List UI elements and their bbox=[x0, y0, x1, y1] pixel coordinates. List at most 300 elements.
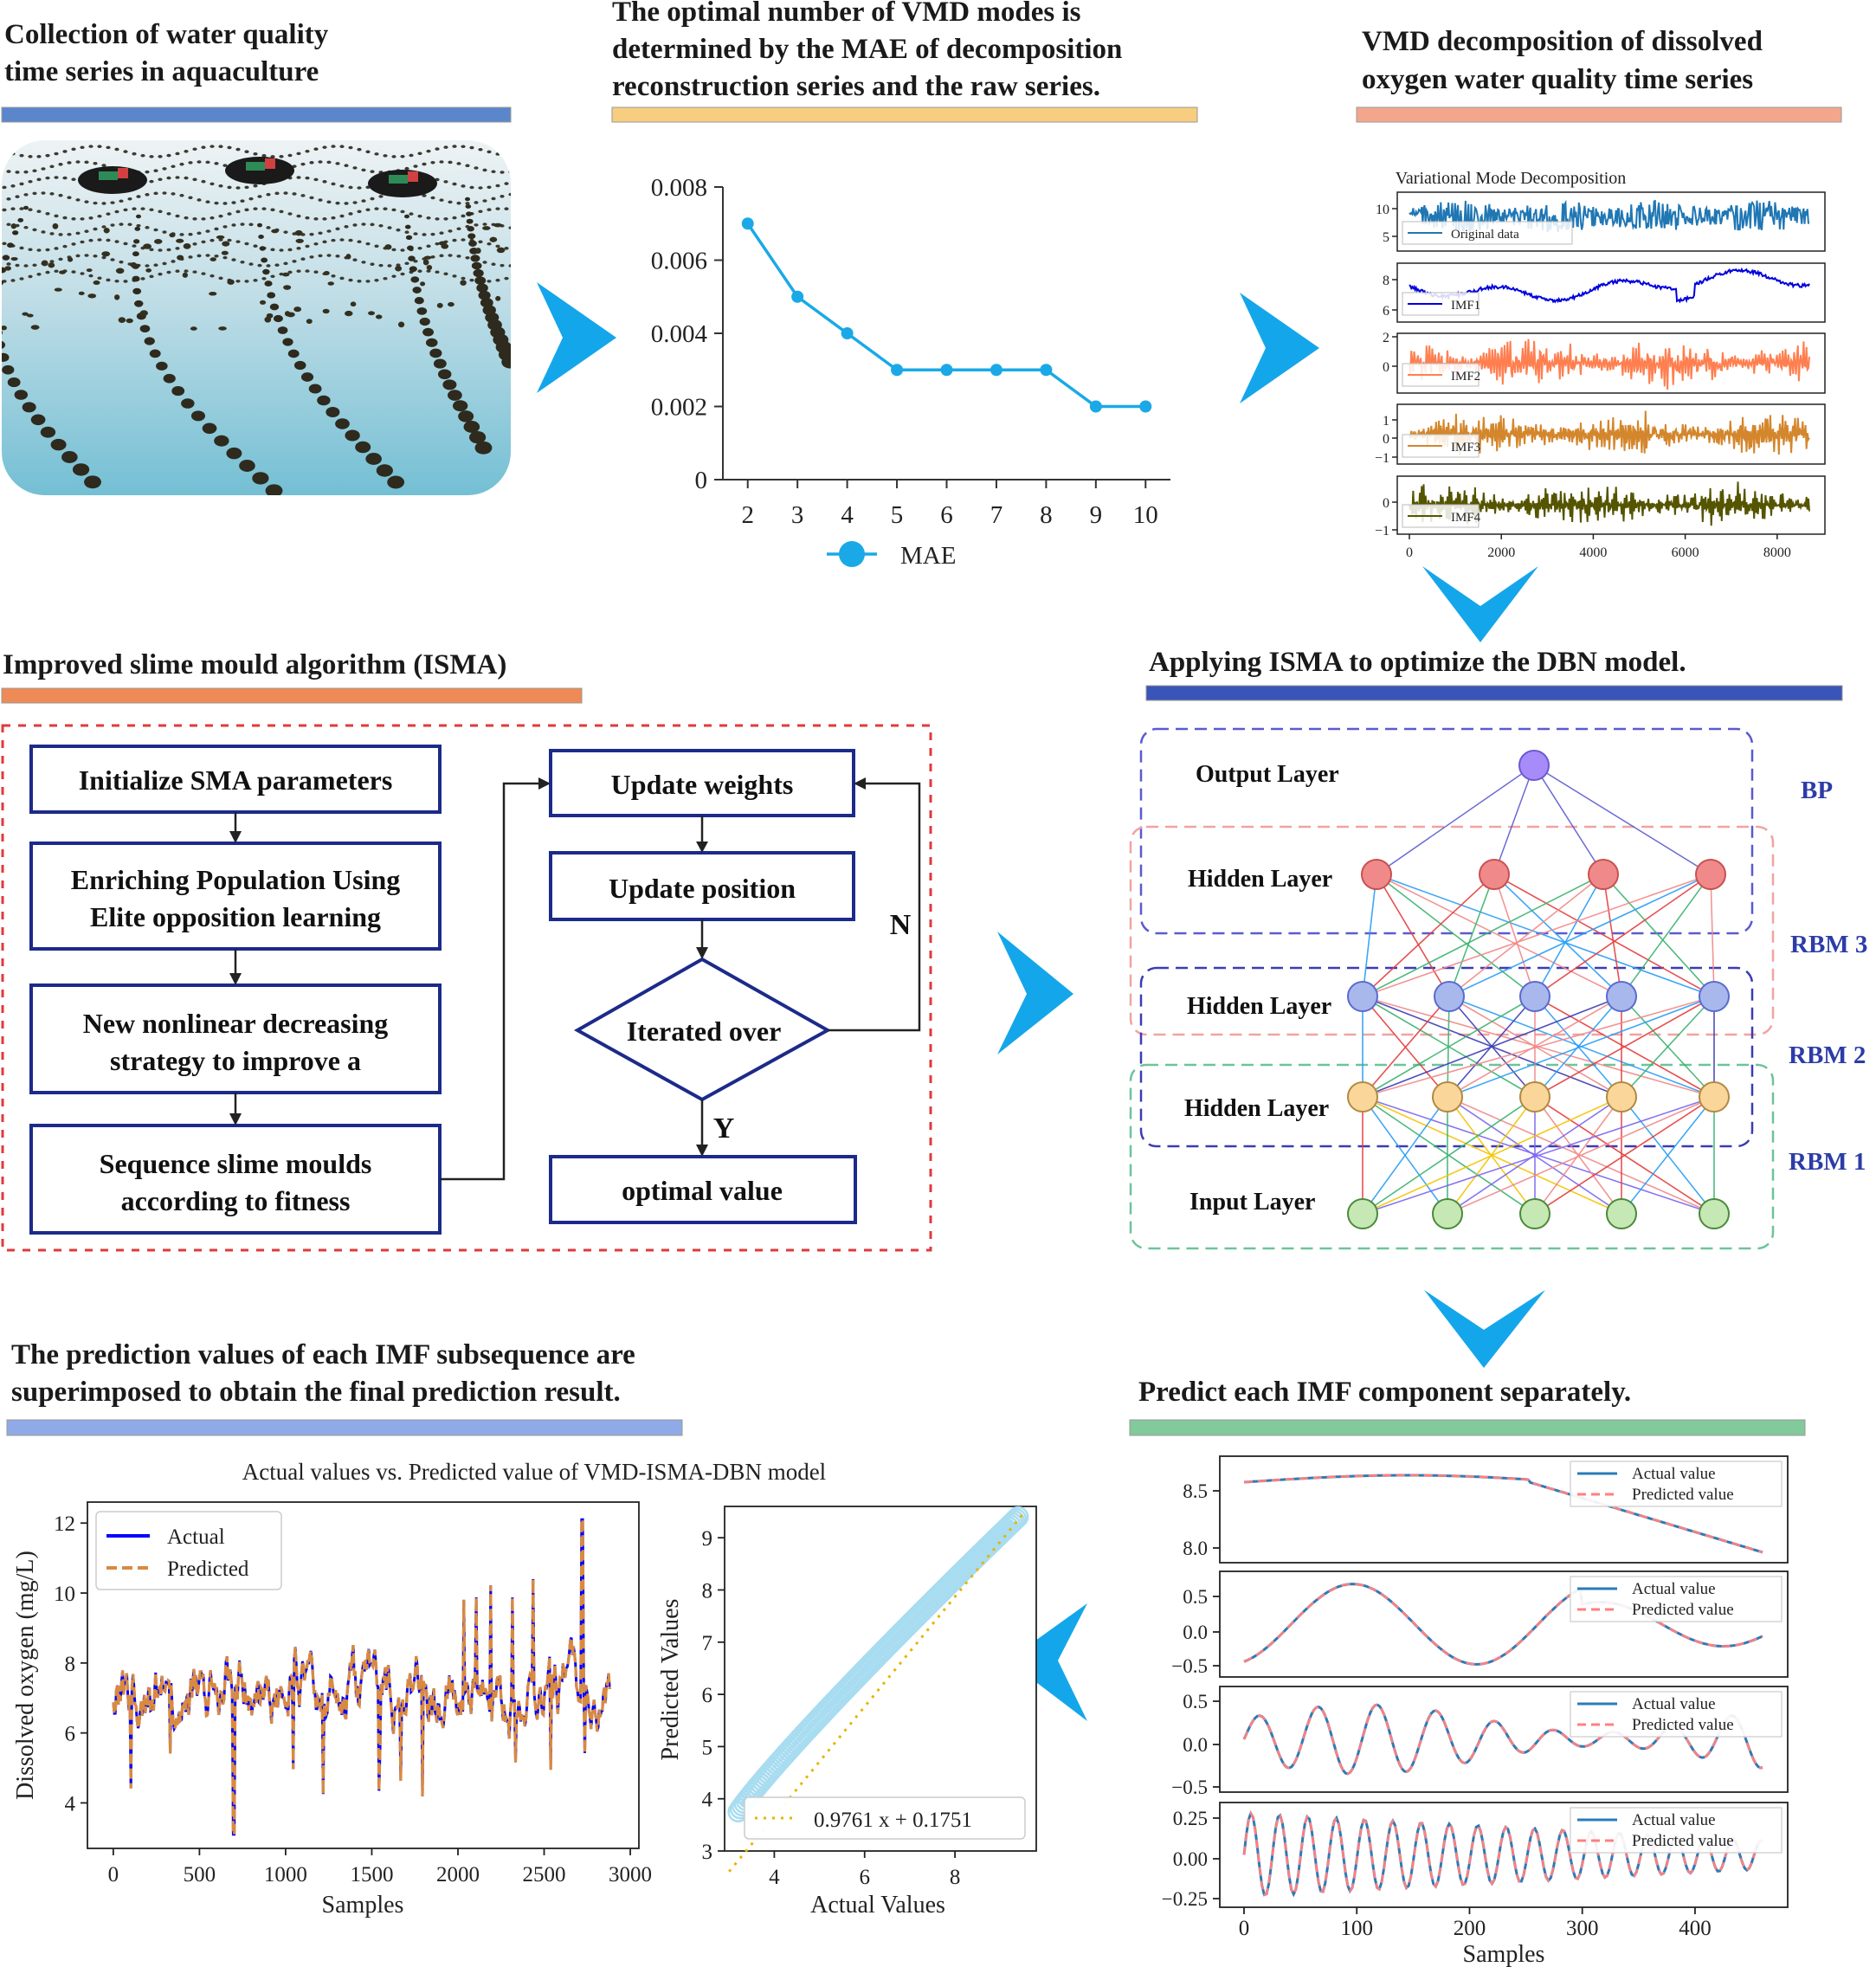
buoy-mark bbox=[313, 242, 318, 246]
buoy-mark bbox=[71, 270, 75, 274]
hidden-layer-1-label: Hidden Layer bbox=[1184, 1095, 1330, 1122]
dbn-connection bbox=[1534, 765, 1711, 874]
buoy-mark bbox=[2, 209, 6, 212]
buoy-mark bbox=[448, 390, 462, 401]
buoy-mark bbox=[1, 326, 7, 330]
buoy-mark bbox=[51, 439, 67, 450]
buoy-mark bbox=[183, 273, 188, 278]
final-x-tick-label: 3000 bbox=[609, 1863, 653, 1886]
buoy-mark bbox=[487, 185, 491, 189]
buoy-mark bbox=[305, 269, 309, 273]
buoy-mark bbox=[145, 193, 149, 197]
buoy-mark bbox=[149, 180, 153, 184]
buoy-mark bbox=[2, 150, 6, 153]
buoy-mark bbox=[430, 197, 435, 200]
buoy-mark bbox=[36, 273, 41, 276]
buoy-mark bbox=[97, 238, 101, 242]
buoy-mark bbox=[244, 209, 248, 212]
buoy-mark bbox=[365, 280, 370, 283]
buoy-mark bbox=[408, 255, 416, 261]
scatter-x-label: Actual Values bbox=[810, 1892, 945, 1919]
buoy-mark bbox=[387, 264, 391, 268]
buoy-mark bbox=[32, 263, 36, 267]
final-y-tick-label: 8 bbox=[64, 1652, 75, 1676]
buoy-mark bbox=[296, 176, 300, 179]
mae-legend-marker bbox=[839, 541, 865, 567]
buoy-mark bbox=[227, 280, 234, 285]
buoy-mark bbox=[370, 262, 374, 266]
buoy-mark bbox=[42, 260, 48, 266]
buoy-mark bbox=[357, 280, 361, 283]
buoy-mark bbox=[378, 224, 383, 228]
buoy-mark bbox=[75, 198, 80, 202]
buoy-mark bbox=[80, 145, 84, 149]
scatter-y-tick-label: 5 bbox=[701, 1736, 712, 1760]
vmd-x-tick-label: 4000 bbox=[1579, 545, 1608, 560]
buoy-mark bbox=[417, 247, 422, 250]
buoy-mark bbox=[331, 216, 335, 220]
buoy-mark bbox=[296, 215, 300, 218]
buoy-mark bbox=[235, 186, 240, 190]
nonlinear-label-line1: New nonlinear decreasing bbox=[82, 1008, 389, 1039]
buoy-mark bbox=[214, 435, 229, 447]
buoy-mark bbox=[348, 239, 352, 242]
buoy-mark bbox=[443, 180, 448, 184]
buoy-mark bbox=[84, 200, 88, 203]
dbn-hidden1-node bbox=[1433, 1082, 1462, 1112]
buoy-mark bbox=[127, 222, 132, 226]
buoy-mark bbox=[448, 161, 452, 164]
buoy-mark bbox=[417, 152, 422, 155]
dbn-hidden3-node bbox=[1589, 860, 1618, 889]
buoy-mark bbox=[309, 197, 313, 200]
buoy-mark bbox=[305, 150, 309, 153]
buoy-mark bbox=[216, 235, 225, 239]
buoy-mark bbox=[417, 269, 422, 273]
buoy-mark bbox=[434, 359, 447, 369]
buoy-mark bbox=[318, 255, 322, 258]
buoy-mark bbox=[513, 209, 517, 212]
dbn-hidden1-node bbox=[1520, 1082, 1550, 1112]
buoy-mark bbox=[469, 186, 474, 190]
rbm1-label: RBM 1 bbox=[1789, 1148, 1866, 1176]
arrow-right-1-icon bbox=[537, 282, 616, 393]
buoy-mark bbox=[326, 407, 339, 417]
buoy-mark bbox=[80, 217, 84, 221]
vmd-y-tick-label: 10 bbox=[1376, 203, 1389, 217]
buoy-mark bbox=[235, 240, 240, 243]
buoy-mark bbox=[253, 207, 257, 210]
enrich-box bbox=[31, 843, 440, 949]
dbn-output-node bbox=[1519, 751, 1549, 780]
buoy-mark bbox=[508, 226, 513, 229]
buoy-mark bbox=[201, 180, 205, 184]
isma-title: Improved slime mould algorithm (ISMA) bbox=[3, 649, 507, 680]
buoy-mark bbox=[410, 276, 419, 282]
buoy-mark bbox=[313, 147, 318, 151]
buoy-mark bbox=[197, 160, 201, 164]
panel-mae bbox=[612, 0, 1197, 570]
buoy-mark bbox=[175, 247, 179, 250]
buoy-mark bbox=[279, 248, 283, 252]
buoy-mark bbox=[53, 223, 59, 229]
buoy-mark bbox=[456, 227, 461, 230]
buoy-mark bbox=[8, 377, 21, 387]
buoy-mark bbox=[497, 248, 506, 254]
buoy-mark bbox=[179, 233, 184, 236]
buoy-mark bbox=[75, 232, 80, 235]
final-x-tick-label: 1000 bbox=[263, 1863, 307, 1886]
buoy-mark bbox=[396, 229, 400, 232]
buoy-mark bbox=[326, 229, 331, 233]
dbn-title: Applying ISMA to optimize the DBN model. bbox=[1149, 647, 1686, 678]
dbn-hidden3-node bbox=[1480, 860, 1509, 889]
buoy-mark bbox=[10, 184, 15, 188]
buoy-mark bbox=[482, 169, 487, 172]
vmd-y-tick-label: −1 bbox=[1374, 524, 1389, 539]
buoy-mark bbox=[240, 222, 244, 226]
buoy-mark bbox=[348, 279, 352, 282]
buoy-mark bbox=[145, 264, 149, 268]
buoy-mark bbox=[296, 269, 300, 273]
dbn-connection bbox=[1534, 765, 1603, 874]
buoy-mark bbox=[205, 229, 210, 233]
buoy-mark bbox=[261, 277, 266, 281]
buoy-mark bbox=[344, 225, 348, 229]
buoy-mark bbox=[158, 177, 162, 181]
buoy-mark bbox=[409, 212, 413, 216]
buoy-mark bbox=[84, 475, 101, 488]
vmd-x-tick-label: 8000 bbox=[1763, 545, 1791, 560]
buoy-mark bbox=[62, 177, 67, 180]
panel-isma bbox=[2, 649, 931, 1250]
buoy-mark bbox=[3, 255, 10, 260]
buoy-mark bbox=[123, 150, 127, 153]
yes-label: Y bbox=[712, 1112, 735, 1145]
buoy-mark bbox=[19, 277, 23, 281]
imf-legend-predicted-label: Predicted value bbox=[1632, 1832, 1734, 1850]
buoy-mark bbox=[487, 151, 491, 154]
buoy-mark bbox=[132, 288, 141, 294]
aquaculture-photo bbox=[0, 140, 522, 497]
buoy-mark bbox=[331, 274, 335, 278]
mae-x-tick-label: 5 bbox=[890, 501, 904, 529]
buoy-mark bbox=[491, 262, 495, 266]
buoy-mark bbox=[318, 231, 322, 235]
buoy-mark bbox=[210, 183, 214, 186]
buoy-mark bbox=[313, 270, 318, 274]
buoy-mark bbox=[184, 216, 188, 220]
buoy-mark bbox=[352, 166, 357, 170]
buoy-mark bbox=[171, 386, 184, 396]
imf-legend-actual-label: Actual value bbox=[1632, 1465, 1716, 1483]
buoy-mark bbox=[517, 263, 521, 267]
buoy-mark bbox=[274, 263, 279, 267]
buoy-mark bbox=[192, 177, 197, 181]
buoy-mark bbox=[292, 260, 296, 263]
hidden-layer-3-label: Hidden Layer bbox=[1188, 866, 1333, 893]
buoy-mark bbox=[335, 255, 339, 258]
buoy-mark bbox=[465, 256, 469, 260]
buoy-mark bbox=[23, 402, 36, 412]
buoy-mark bbox=[244, 280, 248, 283]
buoy-mark bbox=[119, 261, 123, 264]
buoy-mark bbox=[439, 198, 443, 202]
buoy-mark bbox=[210, 239, 214, 242]
nonlinear-label-line2: strategy to improve a bbox=[110, 1045, 361, 1076]
dbn-connection bbox=[1376, 765, 1534, 874]
buoy-mark bbox=[45, 271, 49, 274]
mae-point bbox=[791, 291, 803, 303]
buoy-mark bbox=[201, 272, 205, 275]
buoy-mark bbox=[452, 145, 456, 148]
buoy-mark bbox=[253, 279, 257, 282]
boat-mark bbox=[246, 162, 265, 171]
buoy-mark bbox=[218, 277, 222, 281]
buoy-mark bbox=[357, 240, 361, 243]
buoy-mark bbox=[54, 247, 58, 250]
imf-x-tick-label: 200 bbox=[1453, 1917, 1486, 1940]
vmd-y-tick-label: 1 bbox=[1383, 414, 1389, 429]
buoy-mark bbox=[495, 152, 500, 156]
buoy-mark bbox=[331, 239, 335, 242]
buoy-mark bbox=[339, 184, 344, 188]
buoy-mark bbox=[461, 215, 465, 218]
buoy-mark bbox=[495, 245, 500, 248]
buoy-mark bbox=[413, 232, 417, 235]
buoy-mark bbox=[10, 207, 15, 210]
buoy-mark bbox=[123, 209, 127, 212]
buoy-mark bbox=[184, 243, 191, 249]
buoy-mark bbox=[67, 196, 71, 199]
buoy-mark bbox=[150, 350, 161, 358]
buoy-mark bbox=[169, 233, 175, 237]
buoy-mark bbox=[400, 273, 404, 276]
buoy-mark bbox=[357, 210, 361, 214]
mae-title-line1: The optimal number of VMD modes is bbox=[612, 0, 1081, 28]
buoy-mark bbox=[23, 171, 28, 174]
buoy-mark bbox=[365, 242, 370, 246]
buoy-mark bbox=[466, 204, 472, 209]
buoy-mark bbox=[422, 328, 434, 337]
mae-y-tick-label: 0.002 bbox=[650, 393, 707, 422]
buoy-mark bbox=[438, 369, 451, 379]
buoy-mark bbox=[15, 195, 19, 198]
buoy-mark bbox=[127, 197, 132, 201]
buoy-mark bbox=[106, 146, 110, 150]
buoy-mark bbox=[322, 217, 326, 221]
imf-legend-predicted-label: Predicted value bbox=[1632, 1486, 1734, 1504]
predict-title: Predict each IMF component separately. bbox=[1138, 1377, 1632, 1408]
buoy-mark bbox=[435, 242, 439, 246]
boat-mark bbox=[99, 171, 118, 180]
buoy-mark bbox=[136, 224, 140, 228]
mae-y-tick-label: 0.008 bbox=[650, 174, 707, 202]
optimal-label: optimal value bbox=[622, 1175, 783, 1206]
panel-dbn bbox=[1131, 647, 1867, 1248]
buoy-mark bbox=[482, 261, 487, 264]
buoy-mark bbox=[430, 161, 435, 164]
vmd-y-tick-label: 6 bbox=[1383, 304, 1389, 319]
buoy-mark bbox=[19, 247, 23, 250]
vmd-title-line1: VMD decomposition of dissolved bbox=[1362, 26, 1763, 57]
buoy-mark bbox=[104, 228, 110, 233]
buoy-mark bbox=[140, 154, 145, 158]
buoy-mark bbox=[365, 151, 370, 154]
mae-chart bbox=[651, 174, 1170, 570]
mae-point bbox=[1040, 364, 1052, 376]
buoy-mark bbox=[475, 442, 493, 455]
buoy-mark bbox=[162, 191, 166, 195]
buoy-mark bbox=[513, 180, 517, 184]
buoy-mark bbox=[158, 248, 162, 252]
mae-series-line bbox=[748, 223, 1146, 406]
scatter-x-tick-label: 4 bbox=[769, 1866, 780, 1889]
buoy-mark bbox=[326, 254, 331, 257]
imf-y-tick-label: −0.5 bbox=[1171, 1777, 1208, 1798]
buoy-mark bbox=[415, 297, 424, 304]
predict-title-bar bbox=[1130, 1420, 1805, 1435]
buoy-mark bbox=[309, 233, 313, 236]
buoy-mark bbox=[437, 303, 443, 308]
buoy-mark bbox=[335, 162, 339, 165]
buoy-mark bbox=[270, 248, 274, 252]
buoy-mark bbox=[322, 145, 326, 149]
input-layer-label: Input Layer bbox=[1189, 1189, 1316, 1216]
buoy-mark bbox=[495, 207, 500, 210]
buoy-mark bbox=[88, 216, 93, 220]
buoy-mark bbox=[376, 314, 382, 319]
mae-legend-label: MAE bbox=[900, 542, 957, 570]
buoy-mark bbox=[326, 161, 331, 164]
buoy-mark bbox=[205, 161, 210, 164]
buoy-mark bbox=[279, 210, 283, 214]
buoy-mark bbox=[158, 210, 162, 214]
final-title-line2: superimposed to obtain the final prediction result. bbox=[11, 1377, 621, 1408]
buoy-mark bbox=[28, 155, 32, 158]
buoy-mark bbox=[32, 229, 36, 232]
buoy-mark bbox=[264, 281, 272, 287]
buoy-mark bbox=[474, 223, 478, 227]
buoy-mark bbox=[106, 279, 110, 282]
buoy-mark bbox=[45, 248, 49, 252]
buoy-mark bbox=[456, 202, 461, 205]
buoy-mark bbox=[513, 248, 517, 252]
buoy-mark bbox=[248, 197, 253, 201]
scatter-y-tick-label: 4 bbox=[701, 1788, 712, 1812]
buoy-mark bbox=[184, 269, 188, 273]
buoy-mark bbox=[110, 223, 114, 227]
buoy-mark bbox=[348, 212, 352, 216]
buoy-mark bbox=[294, 361, 306, 370]
buoy-mark bbox=[292, 192, 296, 196]
buoy-mark bbox=[93, 255, 97, 258]
buoy-mark bbox=[306, 319, 313, 324]
buoy-mark bbox=[482, 199, 487, 203]
buoy-mark bbox=[283, 230, 287, 234]
buoy-mark bbox=[162, 230, 166, 234]
buoy-mark bbox=[487, 280, 491, 283]
buoy-mark bbox=[335, 228, 339, 231]
buoy-mark bbox=[188, 161, 192, 164]
dbn-hidden1-node bbox=[1348, 1082, 1377, 1112]
buoy-mark bbox=[153, 263, 158, 267]
buoy-mark bbox=[478, 240, 482, 243]
buoy-mark bbox=[93, 162, 97, 165]
buoy-mark bbox=[339, 215, 344, 218]
buoy-mark bbox=[384, 244, 391, 249]
buoy-mark bbox=[487, 208, 491, 211]
buoy-mark bbox=[258, 235, 264, 239]
dbn-input-node bbox=[1348, 1199, 1377, 1229]
buoy-mark bbox=[218, 215, 222, 218]
buoy-mark bbox=[248, 223, 253, 227]
buoy-mark bbox=[58, 258, 62, 261]
buoy-mark bbox=[517, 169, 521, 172]
buoy-mark bbox=[283, 191, 287, 195]
buoy-mark bbox=[287, 154, 292, 158]
buoy-mark bbox=[361, 169, 365, 172]
buoy-mark bbox=[452, 274, 456, 278]
buoy-mark bbox=[149, 208, 153, 211]
buoy-mark bbox=[404, 230, 409, 234]
vmd-y-tick-label: 5 bbox=[1383, 230, 1389, 245]
buoy-mark bbox=[378, 195, 383, 198]
buoy-mark bbox=[11, 223, 17, 229]
buoy-mark bbox=[15, 171, 19, 174]
imf-y-tick-label: −0.5 bbox=[1171, 1655, 1208, 1677]
buoy-mark bbox=[19, 207, 23, 210]
final-x-tick-label: 500 bbox=[183, 1863, 216, 1886]
buoy-mark bbox=[504, 154, 508, 158]
buoy-mark bbox=[140, 325, 151, 332]
buoy-mark bbox=[422, 233, 426, 236]
buoy-mark bbox=[413, 164, 417, 168]
buoy-mark bbox=[222, 225, 227, 229]
imf-x-tick-label: 100 bbox=[1340, 1917, 1373, 1940]
buoy-mark bbox=[28, 208, 32, 211]
output-layer-label: Output Layer bbox=[1196, 761, 1339, 788]
buoy-mark bbox=[214, 202, 218, 205]
imf-legend-actual-label: Actual value bbox=[1632, 1695, 1716, 1713]
buoy-mark bbox=[130, 262, 137, 268]
buoy-mark bbox=[179, 163, 184, 166]
vmd-legend-label: IMF2 bbox=[1451, 370, 1481, 384]
buoy-mark bbox=[404, 215, 409, 219]
final-legend-actual-label: Actual bbox=[167, 1525, 225, 1549]
buoy-mark bbox=[260, 246, 266, 250]
buoy-mark bbox=[184, 177, 188, 180]
buoy-mark bbox=[27, 313, 34, 317]
buoy-mark bbox=[404, 167, 409, 171]
dbn-network bbox=[1348, 751, 1729, 1229]
buoy-mark bbox=[71, 242, 75, 246]
buoy-mark bbox=[240, 261, 244, 264]
buoy-mark bbox=[456, 162, 461, 165]
buoy-mark bbox=[218, 145, 222, 148]
buoy-mark bbox=[345, 254, 351, 259]
buoy-mark bbox=[305, 245, 309, 248]
mae-point bbox=[1139, 401, 1151, 413]
buoy-mark bbox=[439, 255, 443, 258]
buoy-mark bbox=[132, 152, 136, 156]
mae-x-tick-label: 4 bbox=[841, 501, 854, 529]
buoy-mark bbox=[175, 152, 179, 156]
buoy-mark bbox=[222, 251, 229, 255]
buoy-mark bbox=[361, 222, 365, 226]
buoy-mark bbox=[309, 255, 313, 259]
dbn-hidden3-node bbox=[1362, 860, 1391, 889]
